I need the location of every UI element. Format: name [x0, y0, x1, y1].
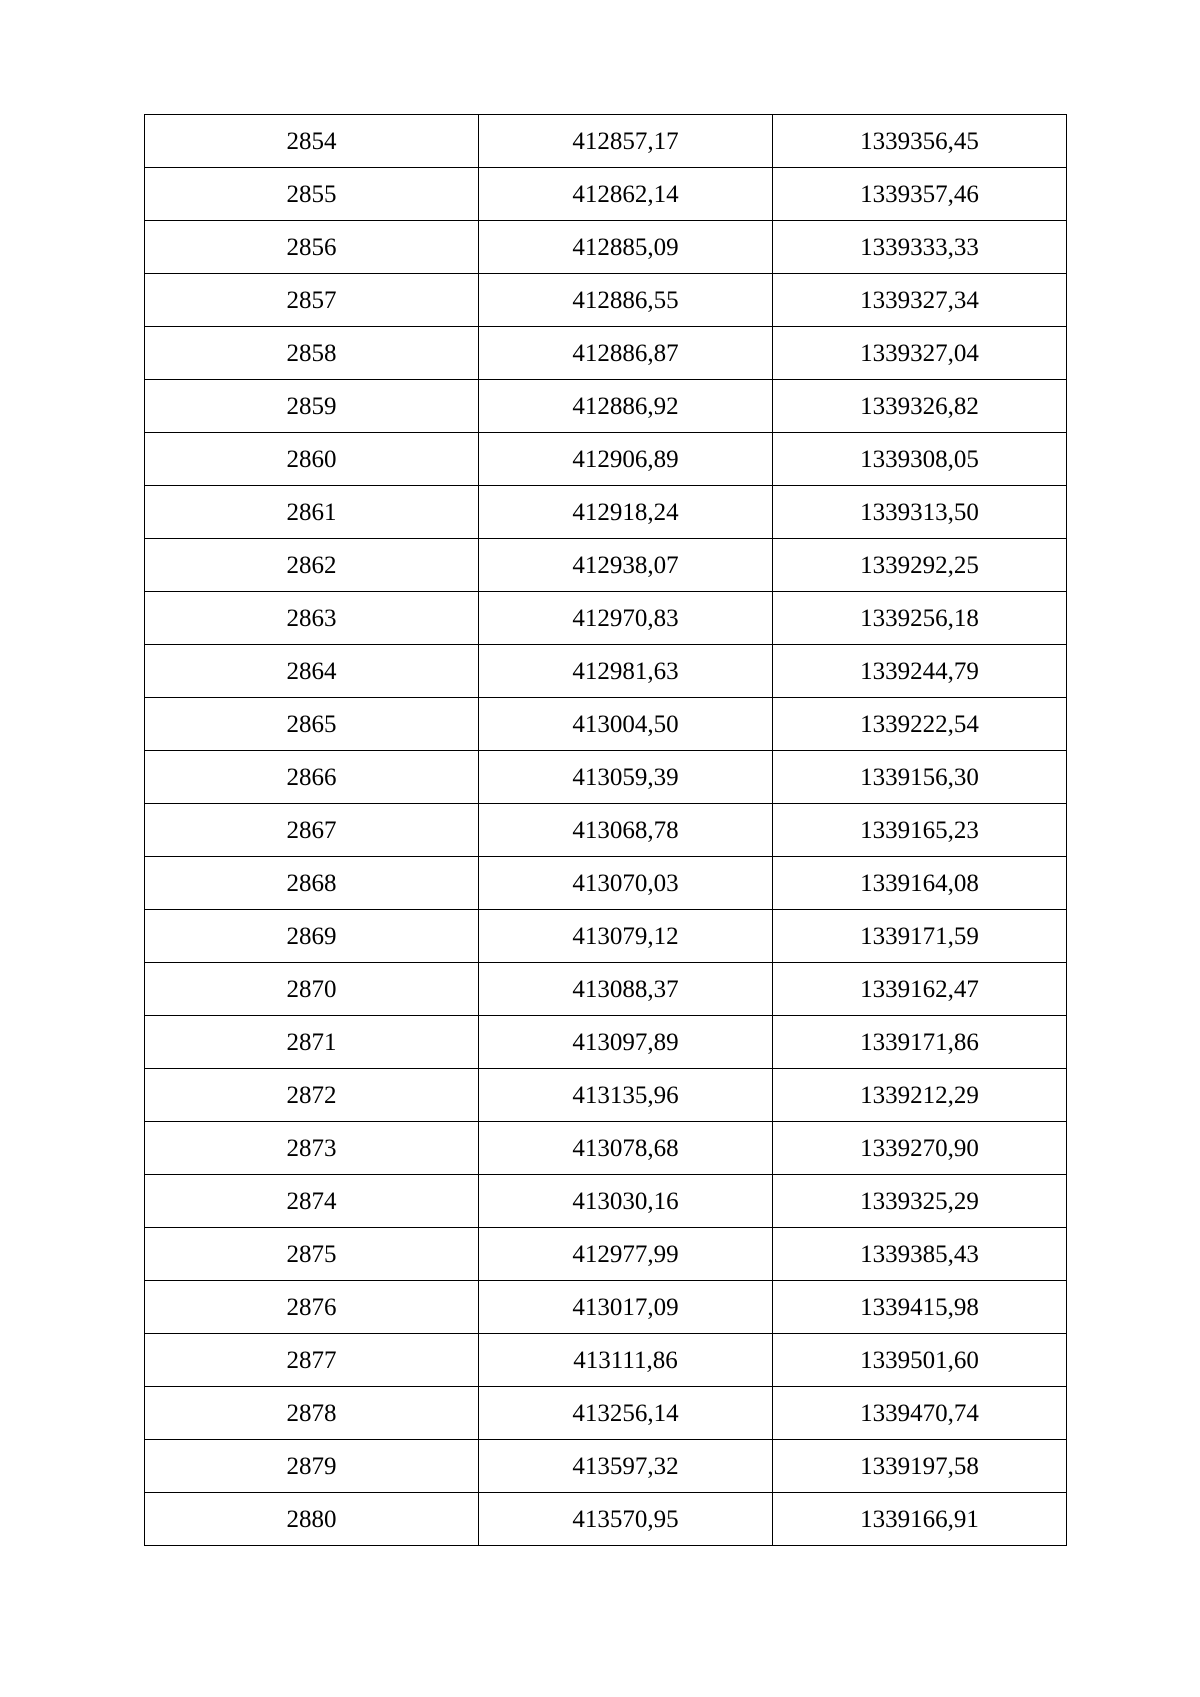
y-coordinate-cell: 1339415,98 [773, 1281, 1067, 1334]
x-coordinate-cell: 412862,14 [479, 168, 773, 221]
y-coordinate-cell: 1339171,59 [773, 910, 1067, 963]
point-number-cell: 2854 [145, 115, 479, 168]
table-row [145, 1175, 1067, 1228]
table-row [145, 1122, 1067, 1175]
x-coordinate-cell: 412970,83 [479, 592, 773, 645]
x-coordinate-cell: 412886,92 [479, 380, 773, 433]
point-number-cell: 2866 [145, 751, 479, 804]
x-coordinate-cell: 413097,89 [479, 1016, 773, 1069]
coordinates-table-body [145, 115, 1067, 1546]
table-row [145, 1387, 1067, 1440]
x-coordinate-cell: 412977,99 [479, 1228, 773, 1281]
table-row [145, 1069, 1067, 1122]
y-coordinate-cell: 1339222,54 [773, 698, 1067, 751]
y-coordinate-cell: 1339165,23 [773, 804, 1067, 857]
y-coordinate-cell: 1339326,82 [773, 380, 1067, 433]
y-coordinate-cell: 1339244,79 [773, 645, 1067, 698]
table-row [145, 115, 1067, 168]
x-coordinate-cell: 413059,39 [479, 751, 773, 804]
x-coordinate-cell: 412885,09 [479, 221, 773, 274]
table-row [145, 645, 1067, 698]
y-coordinate-cell: 1339270,90 [773, 1122, 1067, 1175]
table-row [145, 1334, 1067, 1387]
x-coordinate-cell: 412981,63 [479, 645, 773, 698]
point-number-cell: 2868 [145, 857, 479, 910]
table-row [145, 1281, 1067, 1334]
table-row [145, 274, 1067, 327]
point-number-cell: 2855 [145, 168, 479, 221]
point-number-cell: 2869 [145, 910, 479, 963]
y-coordinate-cell: 1339501,60 [773, 1334, 1067, 1387]
x-coordinate-cell: 413078,68 [479, 1122, 773, 1175]
y-coordinate-cell: 1339385,43 [773, 1228, 1067, 1281]
table-row [145, 433, 1067, 486]
table-row [145, 910, 1067, 963]
point-number-cell: 2857 [145, 274, 479, 327]
table-row [145, 1440, 1067, 1493]
table-row [145, 1493, 1067, 1546]
x-coordinate-cell: 413570,95 [479, 1493, 773, 1546]
table-row [145, 1016, 1067, 1069]
table-row [145, 1228, 1067, 1281]
point-number-cell: 2878 [145, 1387, 479, 1440]
x-coordinate-cell: 412886,87 [479, 327, 773, 380]
y-coordinate-cell: 1339333,33 [773, 221, 1067, 274]
point-number-cell: 2876 [145, 1281, 479, 1334]
point-number-cell: 2861 [145, 486, 479, 539]
x-coordinate-cell: 413004,50 [479, 698, 773, 751]
x-coordinate-cell: 413135,96 [479, 1069, 773, 1122]
point-number-cell: 2877 [145, 1334, 479, 1387]
x-coordinate-cell: 413597,32 [479, 1440, 773, 1493]
point-number-cell: 2872 [145, 1069, 479, 1122]
x-coordinate-cell: 413017,09 [479, 1281, 773, 1334]
y-coordinate-cell: 1339327,04 [773, 327, 1067, 380]
x-coordinate-cell: 412906,89 [479, 433, 773, 486]
coordinates-table [144, 114, 1067, 1546]
x-coordinate-cell: 413070,03 [479, 857, 773, 910]
table-row [145, 963, 1067, 1016]
y-coordinate-cell: 1339171,86 [773, 1016, 1067, 1069]
x-coordinate-cell: 412886,55 [479, 274, 773, 327]
point-number-cell: 2865 [145, 698, 479, 751]
y-coordinate-cell: 1339356,45 [773, 115, 1067, 168]
x-coordinate-cell: 413111,86 [479, 1334, 773, 1387]
point-number-cell: 2870 [145, 963, 479, 1016]
y-coordinate-cell: 1339327,34 [773, 274, 1067, 327]
table-row [145, 221, 1067, 274]
table-row [145, 592, 1067, 645]
point-number-cell: 2873 [145, 1122, 479, 1175]
y-coordinate-cell: 1339197,58 [773, 1440, 1067, 1493]
point-number-cell: 2880 [145, 1493, 479, 1546]
y-coordinate-cell: 1339325,29 [773, 1175, 1067, 1228]
x-coordinate-cell: 412938,07 [479, 539, 773, 592]
y-coordinate-cell: 1339156,30 [773, 751, 1067, 804]
x-coordinate-cell: 412857,17 [479, 115, 773, 168]
point-number-cell: 2862 [145, 539, 479, 592]
y-coordinate-cell: 1339313,50 [773, 486, 1067, 539]
x-coordinate-cell: 413079,12 [479, 910, 773, 963]
x-coordinate-cell: 413088,37 [479, 963, 773, 1016]
point-number-cell: 2858 [145, 327, 479, 380]
point-number-cell: 2874 [145, 1175, 479, 1228]
table-row [145, 539, 1067, 592]
y-coordinate-cell: 1339470,74 [773, 1387, 1067, 1440]
y-coordinate-cell: 1339162,47 [773, 963, 1067, 1016]
y-coordinate-cell: 1339292,25 [773, 539, 1067, 592]
x-coordinate-cell: 413256,14 [479, 1387, 773, 1440]
table-row [145, 486, 1067, 539]
point-number-cell: 2864 [145, 645, 479, 698]
table-row [145, 857, 1067, 910]
x-coordinate-cell: 413068,78 [479, 804, 773, 857]
table-row [145, 380, 1067, 433]
point-number-cell: 2860 [145, 433, 479, 486]
point-number-cell: 2863 [145, 592, 479, 645]
point-number-cell: 2871 [145, 1016, 479, 1069]
x-coordinate-cell: 413030,16 [479, 1175, 773, 1228]
table-row [145, 327, 1067, 380]
point-number-cell: 2875 [145, 1228, 479, 1281]
point-number-cell: 2867 [145, 804, 479, 857]
y-coordinate-cell: 1339164,08 [773, 857, 1067, 910]
table-row [145, 168, 1067, 221]
table-row [145, 804, 1067, 857]
y-coordinate-cell: 1339256,18 [773, 592, 1067, 645]
y-coordinate-cell: 1339166,91 [773, 1493, 1067, 1546]
table-row [145, 751, 1067, 804]
table-row [145, 698, 1067, 751]
x-coordinate-cell: 412918,24 [479, 486, 773, 539]
y-coordinate-cell: 1339308,05 [773, 433, 1067, 486]
y-coordinate-cell: 1339212,29 [773, 1069, 1067, 1122]
point-number-cell: 2879 [145, 1440, 479, 1493]
point-number-cell: 2856 [145, 221, 479, 274]
y-coordinate-cell: 1339357,46 [773, 168, 1067, 221]
point-number-cell: 2859 [145, 380, 479, 433]
